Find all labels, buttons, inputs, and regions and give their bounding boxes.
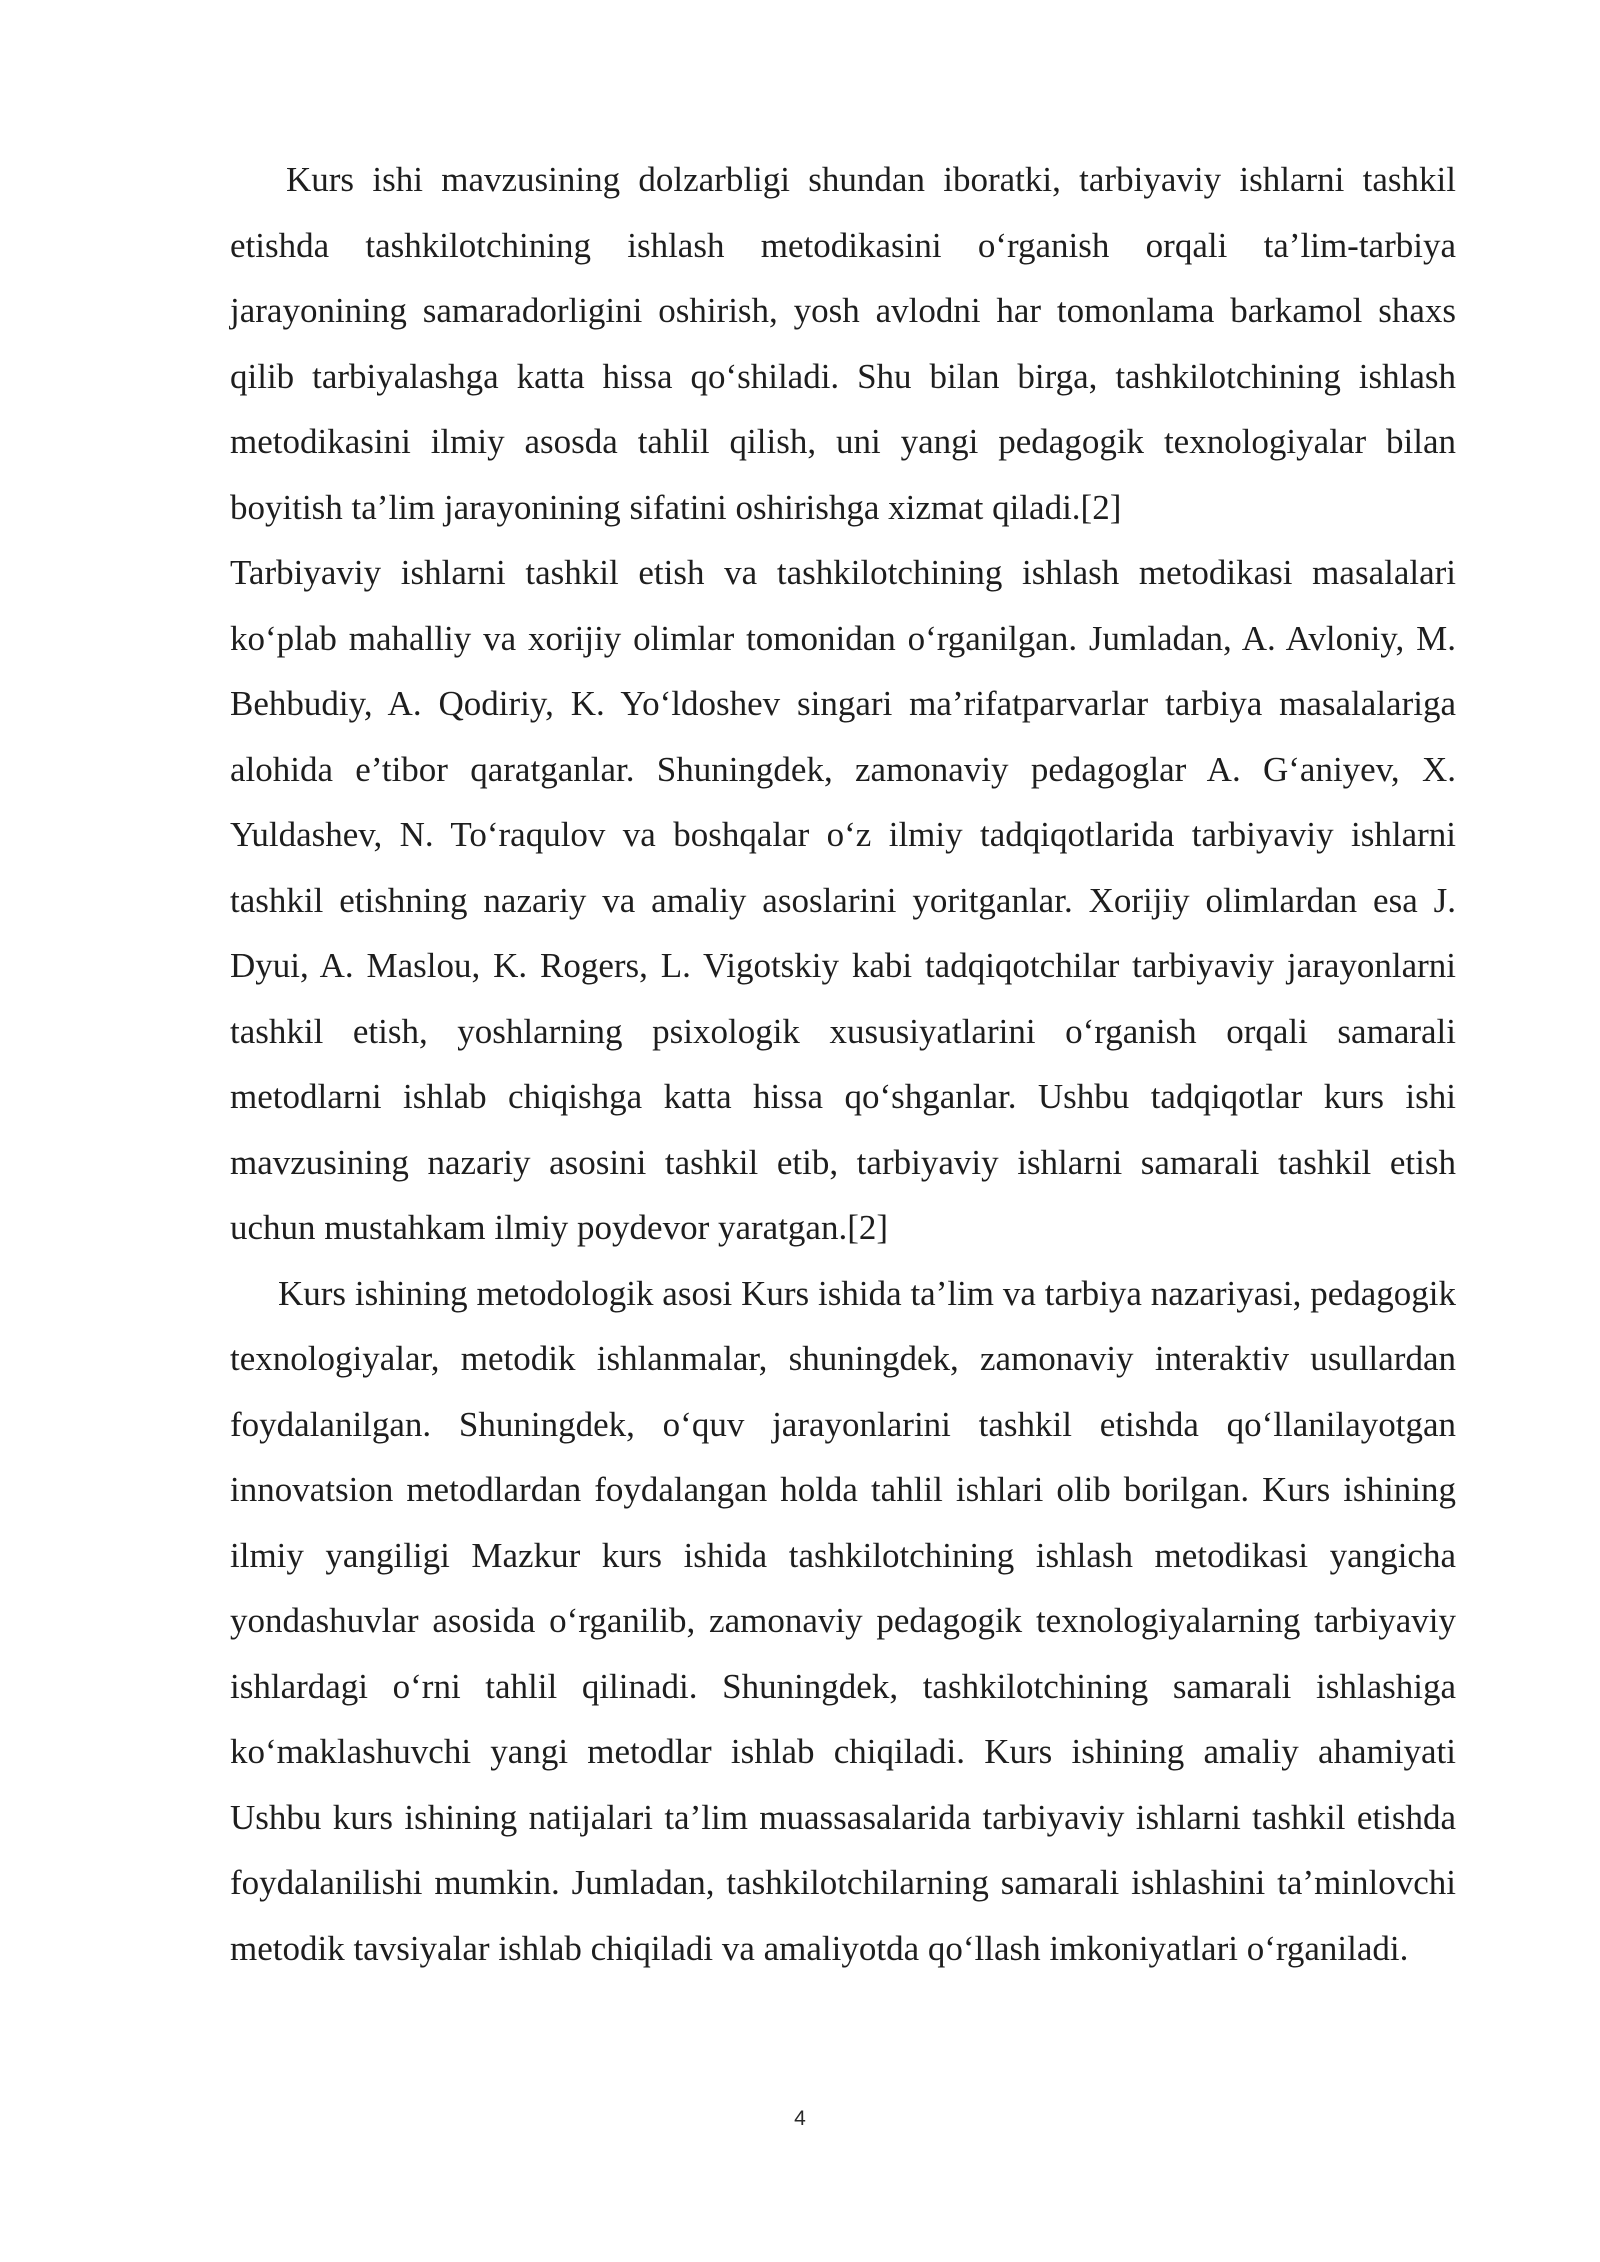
paragraph-methodology: Kurs ishining metodologik asosi Kurs ishida ta’lim va tarbiya nazariyasi, pedagogik texnologiyalar, metodik ishlanmalar, shuningdek, zamonaviy interaktiv usullardan foydalanilgan. Shuningdek, o‘quv jarayonlarini tashkil etishda qo‘llanilayotgan innovatsion metodlardan foydalangan holda tahlil ishlari olib borilgan. Kurs ishining ilmiy yangiligi Mazkur kurs ishida tashkilotchining ishlash metodikasi yangicha yondashuvlar asosida o‘rganilib, zamonaviy pedagogik texnologiyalarning tarbiyaviy ishlardagi o‘rni tahlil qilinadi. Shuningdek, tashkilotchining samarali ishlashiga ko‘maklashuvchi yangi metodlar ishlab chiqiladi. Kurs ishining amaliy ahamiyati Ushbu kurs ishining natijalari ta’lim muassasalarida tarbiyaviy ishlarni tashkil etishda foydalanilishi mumkin. Jumladan, tashkilotchilarning samarali ishlashini ta’minlovchi metodik tavsiyalar ishlab chiqiladi va amaliyotda qo‘llash imkoniyatlari o‘rganiladi. [230,1273,1456,1968]
paragraph-literature-review: Tarbiyaviy ishlarni tashkil etish va tashkilotchining ishlash metodikasi masalalari ko‘plab mahalliy va xorijiy olimlar tomonidan o‘rganilgan. Jumladan, A. Avloniy, M. Behbudiy, A. Qodiriy, K. Yo‘ldoshev singari ma’rifatparvarlar tarbiya masalalariga alohida e’tibor qaratganlar. Shuningdek, zamonaviy pedagoglar A. G‘aniyev, X. Yuldashev, N. To‘raqulov va boshqalar o‘z ilmiy tadqiqotlarida tarbiyaviy ishlarni tashkil etishning nazariy va amaliy asoslarini yoritganlar. Xorijiy olimlardan esa J. Dyui, A. Maslou, K. Rogers, L. Vigotskiy kabi tadqiqotchilar tarbiyaviy jarayonlarni tashkil etish, yoshlarning psixologik xususiyatlarini o‘rganish orqali samarali metodlarni ishlab chiqishga katta hissa qo‘shganlar. Ushbu tadqiqotlar kurs ishi mavzusining nazariy asosini tashkil etib, tarbiyaviy ishlarni samarali tashkil etish uchun mustahkam ilmiy poydevor yaratgan.[2] [230,553,1456,1247]
paragraph-relevance: Kurs ishi mavzusining dolzarbligi shundan iboratki, tarbiyaviy ishlarni tashkil etishda tashkilotchining ishlash metodikasini o‘rganish orqali ta’lim-tarbiya jarayonining samaradorligini oshirish, yosh avlodni har tomonlama barkamol shaxs qilib tarbiyalashga katta hissa qo‘shiladi. Shu bilan birga, tashkilotchining ishlash metodikasini ilmiy asosda tahlil qilish, uni yangi pedagogik texnologiyalar bilan boyitish ta’lim jarayonining sifatini oshirishga xizmat qiladi.[2] [230,160,1456,527]
page-number: 4 [794,2107,806,2130]
body-text [230,147,1456,1981]
